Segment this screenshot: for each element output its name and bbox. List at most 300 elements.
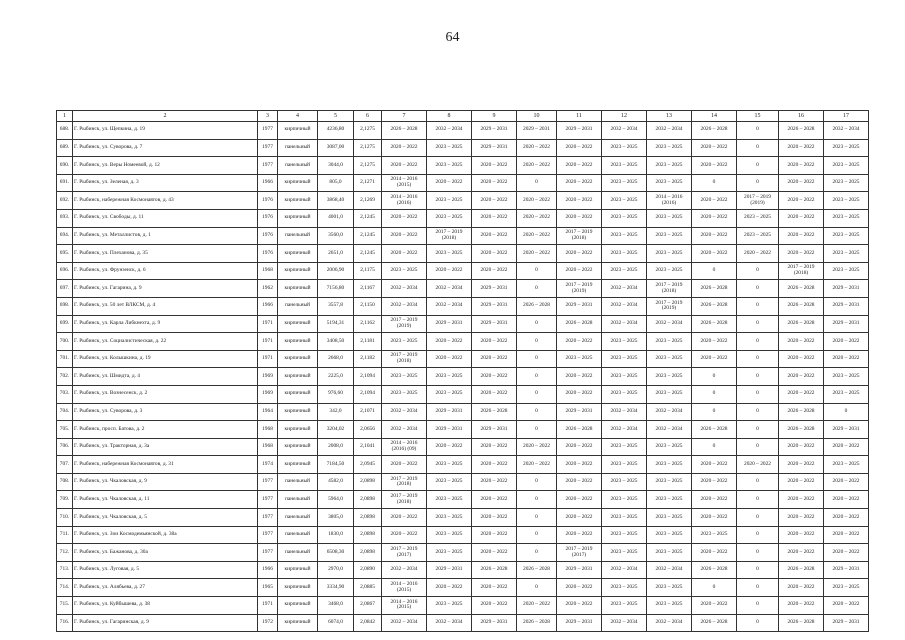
table-cell: 2020 – 2022 — [557, 333, 602, 351]
table-cell: 1972 — [258, 614, 278, 632]
table-cell: 0 — [737, 174, 779, 192]
table-cell: 4582,0 — [318, 473, 354, 491]
column-number: 5 — [318, 111, 354, 122]
table-cell: 0 — [737, 403, 779, 421]
table-cell: 2023 – 2025 — [602, 174, 647, 192]
table-cell: кирпичный — [278, 333, 318, 351]
table-cell: 2020 – 2022 — [517, 245, 557, 263]
table-cell: 2032 – 2034 — [382, 297, 427, 315]
table-cell: 2026 – 2028 — [692, 561, 737, 579]
table-cell: 2023 – 2025 — [647, 509, 692, 527]
table-cell: 2020 – 2022 — [779, 139, 824, 157]
table-cell: 2,0867 — [354, 597, 382, 615]
table-cell: 0 — [517, 280, 557, 298]
table-cell: 2,0898 — [354, 526, 382, 544]
table-cell: 2026 – 2028 — [779, 280, 824, 298]
table-cell: 7156,80 — [318, 280, 354, 298]
table-cell: 2,1271 — [354, 174, 382, 192]
table-cell: 2023 – 2025 — [427, 209, 472, 227]
table-cell: 0 — [737, 280, 779, 298]
table-cell: 2032 – 2034 — [382, 561, 427, 579]
table-cell: 2023 – 2025 — [602, 368, 647, 386]
table-cell: 2023 – 2025 — [427, 473, 472, 491]
table-cell: 2023 – 2025 — [427, 157, 472, 175]
table-cell: 2,0945 — [354, 456, 382, 474]
table-cell: кирпичный — [278, 122, 318, 140]
table-cell: 2023 – 2025 — [647, 174, 692, 192]
table-cell: 6508,30 — [318, 544, 354, 562]
table-cell: 0 — [517, 526, 557, 544]
table-cell: 0 — [737, 544, 779, 562]
table-cell: 2032 – 2034 — [647, 421, 692, 439]
table-cell: 2023 – 2025 — [647, 262, 692, 280]
table-row — [57, 227, 869, 245]
table-cell: 2020 – 2022 — [779, 526, 824, 544]
table-cell: 1977 — [258, 139, 278, 157]
table-cell: 2029 – 2031 — [427, 403, 472, 421]
column-number: 17 — [824, 111, 869, 122]
table-cell: 2032 – 2034 — [427, 122, 472, 140]
table-cell: 2020 – 2022 — [557, 245, 602, 263]
address-cell: Г. Рыбинск, ул. 50 лет ВЛКСМ, д. 4 — [73, 297, 258, 315]
table-cell: 2020 – 2022 — [517, 438, 557, 456]
table-cell: 1966 — [258, 561, 278, 579]
table-cell: 2023 – 2025 — [382, 385, 427, 403]
table-cell: 2023 – 2025 — [602, 597, 647, 615]
table-cell: 2029 – 2031 — [472, 315, 517, 333]
table-cell: 0 — [692, 438, 737, 456]
table-cell: 2020 – 2022 — [557, 139, 602, 157]
table-cell: 2017 – 2019 (2017) — [382, 544, 427, 562]
table-cell: 2020 – 2022 — [779, 597, 824, 615]
row-number: 690. — [57, 157, 73, 175]
table-cell: 1965 — [258, 579, 278, 597]
table-cell: 2020 – 2022 — [427, 579, 472, 597]
table-cell: 2017 – 2019 (2018) — [382, 350, 427, 368]
table-cell: 2029 – 2031 — [472, 614, 517, 632]
table-cell: кирпичный — [278, 597, 318, 615]
table-cell: 2014 – 2016 (2015) — [382, 579, 427, 597]
table-cell: кирпичный — [278, 385, 318, 403]
column-number: 13 — [647, 111, 692, 122]
table-cell: 1969 — [258, 385, 278, 403]
table-cell: 2023 – 2025 — [427, 509, 472, 527]
table-row — [57, 174, 869, 192]
table-cell: 2032 – 2034 — [602, 122, 647, 140]
table-cell: 2651,0 — [318, 245, 354, 263]
table-cell: 1974 — [258, 456, 278, 474]
table-cell: 2023 – 2025 — [602, 385, 647, 403]
table-cell: 2029 – 2031 — [557, 122, 602, 140]
table-cell: 1977 — [258, 491, 278, 509]
row-number: 713. — [57, 561, 73, 579]
table-cell: 2020 – 2022 — [382, 526, 427, 544]
table-cell: 2032 – 2034 — [427, 280, 472, 298]
table-cell: 2023 – 2025 — [824, 385, 869, 403]
table-cell: 2020 – 2022 — [737, 245, 779, 263]
table-cell: 1968 — [258, 262, 278, 280]
table-cell: 2023 – 2025 — [647, 245, 692, 263]
table-cell: 2020 – 2022 — [517, 456, 557, 474]
table-cell: 0 — [517, 579, 557, 597]
table-cell: 2668,0 — [318, 350, 354, 368]
table-cell: 2020 – 2022 — [382, 139, 427, 157]
table-cell: 2020 – 2022 — [472, 597, 517, 615]
table-cell: 2020 – 2022 — [517, 597, 557, 615]
table-cell: 2020 – 2022 — [779, 385, 824, 403]
table-row — [57, 139, 869, 157]
table-cell: 0 — [737, 579, 779, 597]
table-cell: 2970,0 — [318, 561, 354, 579]
housing-table — [56, 110, 869, 632]
table-cell: 342,0 — [318, 403, 354, 421]
table-cell: 0 — [692, 579, 737, 597]
table-cell: 0 — [824, 403, 869, 421]
table-cell: 976,60 — [318, 385, 354, 403]
row-number: 708. — [57, 473, 73, 491]
table-cell: 2020 – 2022 — [382, 456, 427, 474]
table-cell: 2020 – 2022 — [692, 245, 737, 263]
table-cell: кирпичный — [278, 245, 318, 263]
table-cell: 2023 – 2025 — [602, 157, 647, 175]
table-cell: 2023 – 2025 — [824, 456, 869, 474]
table-cell: кирпичный — [278, 403, 318, 421]
address-cell: Г. Рыбинск, ул. Суворова, д. 3 — [73, 403, 258, 421]
table-cell: 2020 – 2022 — [779, 579, 824, 597]
table-cell: 2023 – 2025 — [824, 227, 869, 245]
table-cell: 2,0656 — [354, 421, 382, 439]
table-cell: 2029 – 2031 — [427, 315, 472, 333]
table-cell: 2023 – 2025 — [602, 139, 647, 157]
address-cell: Г. Рыбинск, ул. Тракторная, д. 3а — [73, 438, 258, 456]
table-cell: 1971 — [258, 350, 278, 368]
table-cell: кирпичный — [278, 174, 318, 192]
table-cell: 2020 – 2022 — [382, 157, 427, 175]
table-cell: 2020 – 2022 — [557, 491, 602, 509]
table-cell: 3468,0 — [318, 597, 354, 615]
table-cell: 0 — [517, 385, 557, 403]
table-cell: 2020 – 2022 — [824, 438, 869, 456]
table-cell: 0 — [517, 473, 557, 491]
table-cell: 2020 – 2022 — [824, 526, 869, 544]
table-cell: 2,0898 — [354, 491, 382, 509]
table-cell: 2032 – 2034 — [824, 122, 869, 140]
table-cell: 1977 — [258, 157, 278, 175]
table-cell: 2020 – 2022 — [692, 491, 737, 509]
table-cell: 2017 – 2019 (2019) — [737, 192, 779, 210]
table-cell: 2020 – 2022 — [557, 597, 602, 615]
row-number: 689. — [57, 139, 73, 157]
table-cell: 2,1245 — [354, 227, 382, 245]
table-cell: 0 — [737, 157, 779, 175]
row-number: 694. — [57, 227, 73, 245]
table-cell: 2026 – 2028 — [692, 315, 737, 333]
table-cell: 2020 – 2022 — [779, 157, 824, 175]
column-number: 11 — [557, 111, 602, 122]
table-cell: панельный — [278, 544, 318, 562]
table-cell: 2023 – 2025 — [647, 209, 692, 227]
table-cell: 1966 — [258, 297, 278, 315]
table-cell: 2020 – 2022 — [472, 245, 517, 263]
table-header-row — [57, 111, 869, 122]
table-cell: 2026 – 2028 — [779, 297, 824, 315]
table-cell: 0 — [737, 526, 779, 544]
row-number: 695. — [57, 245, 73, 263]
table-cell: 2023 – 2025 — [382, 333, 427, 351]
table-cell: 3408,50 — [318, 333, 354, 351]
table-cell: 2017 – 2019 (2019) — [647, 297, 692, 315]
table-cell: 2020 – 2022 — [427, 262, 472, 280]
table-cell: 2029 – 2031 — [557, 403, 602, 421]
table-cell: 2032 – 2034 — [382, 403, 427, 421]
table-cell: 1971 — [258, 333, 278, 351]
row-number: 710. — [57, 509, 73, 527]
table-cell: 1971 — [258, 597, 278, 615]
table-cell: 2023 – 2025 — [427, 385, 472, 403]
table-cell: 2023 – 2025 — [647, 368, 692, 386]
table-cell: 2017 – 2019 (2018) — [427, 227, 472, 245]
column-number: 15 — [737, 111, 779, 122]
table-cell: 2023 – 2025 — [824, 245, 869, 263]
address-cell: Г. Рыбинск, ул. Чкаловская, д. 9 — [73, 473, 258, 491]
row-number: 696. — [57, 262, 73, 280]
table-cell: 2,1275 — [354, 139, 382, 157]
row-number: 709. — [57, 491, 73, 509]
table-cell: 3805,0 — [318, 509, 354, 527]
table-cell: 0 — [737, 139, 779, 157]
row-number: 715. — [57, 597, 73, 615]
table-cell: 2020 – 2022 — [472, 192, 517, 210]
table-cell: 2023 – 2025 — [647, 526, 692, 544]
table-cell: 0 — [517, 421, 557, 439]
table-cell: 2020 – 2022 — [692, 139, 737, 157]
table-cell: 2020 – 2022 — [472, 227, 517, 245]
table-cell: кирпичный — [278, 192, 318, 210]
table-cell: 3334,90 — [318, 579, 354, 597]
table-cell: 2032 – 2034 — [602, 315, 647, 333]
table-cell: 2023 – 2025 — [737, 227, 779, 245]
table-cell: 2020 – 2022 — [824, 491, 869, 509]
table-cell: 2023 – 2025 — [647, 350, 692, 368]
table-cell: 0 — [517, 174, 557, 192]
address-cell: Г. Рыбинск, ул. Социалистическая, д. 22 — [73, 333, 258, 351]
table-cell: 0 — [737, 385, 779, 403]
table-cell: 2023 – 2025 — [647, 385, 692, 403]
table-cell: 1969 — [258, 368, 278, 386]
table-cell: 2020 – 2022 — [692, 157, 737, 175]
table-cell: 2006,90 — [318, 262, 354, 280]
table-row — [57, 597, 869, 615]
column-number: 3 — [258, 111, 278, 122]
table-cell: 2020 – 2022 — [427, 333, 472, 351]
table-cell: 0 — [692, 403, 737, 421]
row-number: 716. — [57, 614, 73, 632]
table-cell: 2020 – 2022 — [472, 526, 517, 544]
table-cell: 2017 – 2019 (2019) — [382, 315, 427, 333]
table-cell: 2008,0 — [318, 438, 354, 456]
table-row — [57, 297, 869, 315]
table-cell: 1830,0 — [318, 526, 354, 544]
table-cell: 2032 – 2034 — [647, 122, 692, 140]
table-cell: 2023 – 2025 — [427, 456, 472, 474]
table-cell: 2,1150 — [354, 297, 382, 315]
table-cell: 2023 – 2025 — [602, 438, 647, 456]
table-cell: 2017 – 2019 (2017) — [557, 544, 602, 562]
table-cell: 2,1041 — [354, 438, 382, 456]
table-cell: 2020 – 2022 — [692, 209, 737, 227]
table-row — [57, 491, 869, 509]
table-cell: 3868,40 — [318, 192, 354, 210]
table-cell: 1966 — [258, 174, 278, 192]
table-cell: 2,1269 — [354, 192, 382, 210]
table-cell: 2020 – 2022 — [472, 456, 517, 474]
address-cell: Г. Рыбинск, ул. Металлистов, д. 1 — [73, 227, 258, 245]
table-cell: 1968 — [258, 438, 278, 456]
table-cell: 2026 – 2028 — [779, 561, 824, 579]
table-cell: 2026 – 2028 — [472, 403, 517, 421]
address-cell: Г. Рыбинск, ул. Фрунзенск, д. 6 — [73, 262, 258, 280]
table-row — [57, 579, 869, 597]
table-cell: 2023 – 2025 — [602, 192, 647, 210]
table-cell: 2020 – 2022 — [472, 544, 517, 562]
table-cell: 0 — [517, 350, 557, 368]
table-cell: 2020 – 2022 — [692, 227, 737, 245]
table-cell: 2029 – 2031 — [472, 280, 517, 298]
table-row — [57, 526, 869, 544]
table-cell: 2,0842 — [354, 614, 382, 632]
table-cell: 2020 – 2022 — [692, 597, 737, 615]
table-row — [57, 315, 869, 333]
table-row — [57, 561, 869, 579]
table-cell: 2,0890 — [354, 561, 382, 579]
table-cell: 4236,80 — [318, 122, 354, 140]
table-cell: 2023 – 2025 — [647, 491, 692, 509]
table-cell: 2014 – 2016 (2016) (09) — [382, 438, 427, 456]
row-number: 688. — [57, 122, 73, 140]
table-cell: 2017 – 2019 (2018) — [647, 280, 692, 298]
table-cell: 2020 – 2022 — [557, 262, 602, 280]
row-number: 707. — [57, 456, 73, 474]
table-cell: 1962 — [258, 280, 278, 298]
table-cell: 2026 – 2028 — [779, 122, 824, 140]
table-cell: 2,1071 — [354, 403, 382, 421]
table-cell: 2023 – 2025 — [647, 157, 692, 175]
table-cell: 2026 – 2028 — [382, 122, 427, 140]
table-cell: 3044,0 — [318, 157, 354, 175]
table-cell: 2020 – 2022 — [472, 262, 517, 280]
table-cell: 2023 – 2025 — [427, 597, 472, 615]
table-cell: 1964 — [258, 403, 278, 421]
table-cell: 0 — [737, 473, 779, 491]
table-cell: 3560,0 — [318, 227, 354, 245]
column-number: 7 — [382, 111, 427, 122]
table-cell: 2020 – 2022 — [557, 509, 602, 527]
page-number: 64 — [445, 30, 460, 45]
table-cell: панельный — [278, 473, 318, 491]
table-cell: 2023 – 2025 — [647, 333, 692, 351]
table-cell: 2023 – 2025 — [427, 245, 472, 263]
address-cell: Г. Рыбинск, ул. Гагаринская, д. 9 — [73, 614, 258, 632]
table-cell: 2017 – 2019 (2019) — [557, 280, 602, 298]
table-cell: 2026 – 2028 — [779, 315, 824, 333]
table-cell: 0 — [737, 262, 779, 280]
address-cell: Г. Рыбинск, ул. Веры Номеевой, д. 12 — [73, 157, 258, 175]
table-cell: 1977 — [258, 544, 278, 562]
address-cell: Г. Рыбинск, ул. Зеленая, д. 3 — [73, 174, 258, 192]
address-cell: Г. Рыбинск, ул. Чкаловская, д. 11 — [73, 491, 258, 509]
table-cell: 0 — [517, 403, 557, 421]
table-cell: 2023 – 2025 — [737, 209, 779, 227]
table-cell: 2023 – 2025 — [647, 579, 692, 597]
table-cell: 0 — [517, 491, 557, 509]
table-cell: 2023 – 2025 — [602, 526, 647, 544]
table-cell: 2020 – 2022 — [557, 579, 602, 597]
table-cell: 2020 – 2022 — [779, 245, 824, 263]
table-cell: 2020 – 2022 — [692, 350, 737, 368]
address-cell: Г. Рыбинск, ул. Бажанова, д. 30а — [73, 544, 258, 562]
table-cell: панельный — [278, 227, 318, 245]
table-cell: 2020 – 2022 — [472, 209, 517, 227]
address-cell: Г. Рыбинск, ул. Колышкина, д. 19 — [73, 350, 258, 368]
row-number: 698. — [57, 297, 73, 315]
row-number: 712. — [57, 544, 73, 562]
table-cell: 2020 – 2022 — [824, 544, 869, 562]
column-number: 16 — [779, 111, 824, 122]
table-cell: 3087,00 — [318, 139, 354, 157]
table-cell: 2020 – 2022 — [692, 333, 737, 351]
table-cell: 2020 – 2022 — [472, 438, 517, 456]
table-cell: 2020 – 2022 — [779, 174, 824, 192]
table-cell: 0 — [737, 509, 779, 527]
address-cell: Г. Рыбинск, ул. Плеханова, д. 35 — [73, 245, 258, 263]
table-cell: 2,1094 — [354, 368, 382, 386]
address-cell: Г. Рыбинск, ул. Алябьева, д. 27 — [73, 579, 258, 597]
table-cell: 1977 — [258, 473, 278, 491]
table-cell: 2020 – 2022 — [382, 509, 427, 527]
row-number: 691. — [57, 174, 73, 192]
table-cell: 1977 — [258, 122, 278, 140]
table-row — [57, 403, 869, 421]
table-cell: 2020 – 2022 — [427, 438, 472, 456]
table-cell: 2029 – 2031 — [824, 561, 869, 579]
table-row — [57, 509, 869, 527]
table-cell: 5194,31 — [318, 315, 354, 333]
table-cell: 2026 – 2028 — [779, 614, 824, 632]
table-cell: 2029 – 2031 — [472, 421, 517, 439]
table-cell: 0 — [692, 385, 737, 403]
table-cell: 2023 – 2025 — [427, 544, 472, 562]
table-cell: 1976 — [258, 209, 278, 227]
table-cell: 0 — [517, 262, 557, 280]
table-cell: 2032 – 2034 — [602, 561, 647, 579]
table-cell: 1977 — [258, 509, 278, 527]
column-number: 10 — [517, 111, 557, 122]
table-cell: 2020 – 2022 — [427, 350, 472, 368]
column-number: 2 — [73, 111, 258, 122]
table-row — [57, 262, 869, 280]
table-cell: 2020 – 2022 — [557, 174, 602, 192]
table-cell: 2023 – 2025 — [602, 209, 647, 227]
table-cell: 2032 – 2034 — [647, 561, 692, 579]
table-cell: кирпичный — [278, 614, 318, 632]
table-cell: 0 — [737, 297, 779, 315]
table-cell: 2020 – 2022 — [472, 333, 517, 351]
table-cell: 2026 – 2028 — [557, 421, 602, 439]
column-number: 9 — [472, 111, 517, 122]
table-cell: 0 — [692, 262, 737, 280]
table-cell: 2020 – 2022 — [557, 526, 602, 544]
table-cell: 2020 – 2022 — [779, 473, 824, 491]
